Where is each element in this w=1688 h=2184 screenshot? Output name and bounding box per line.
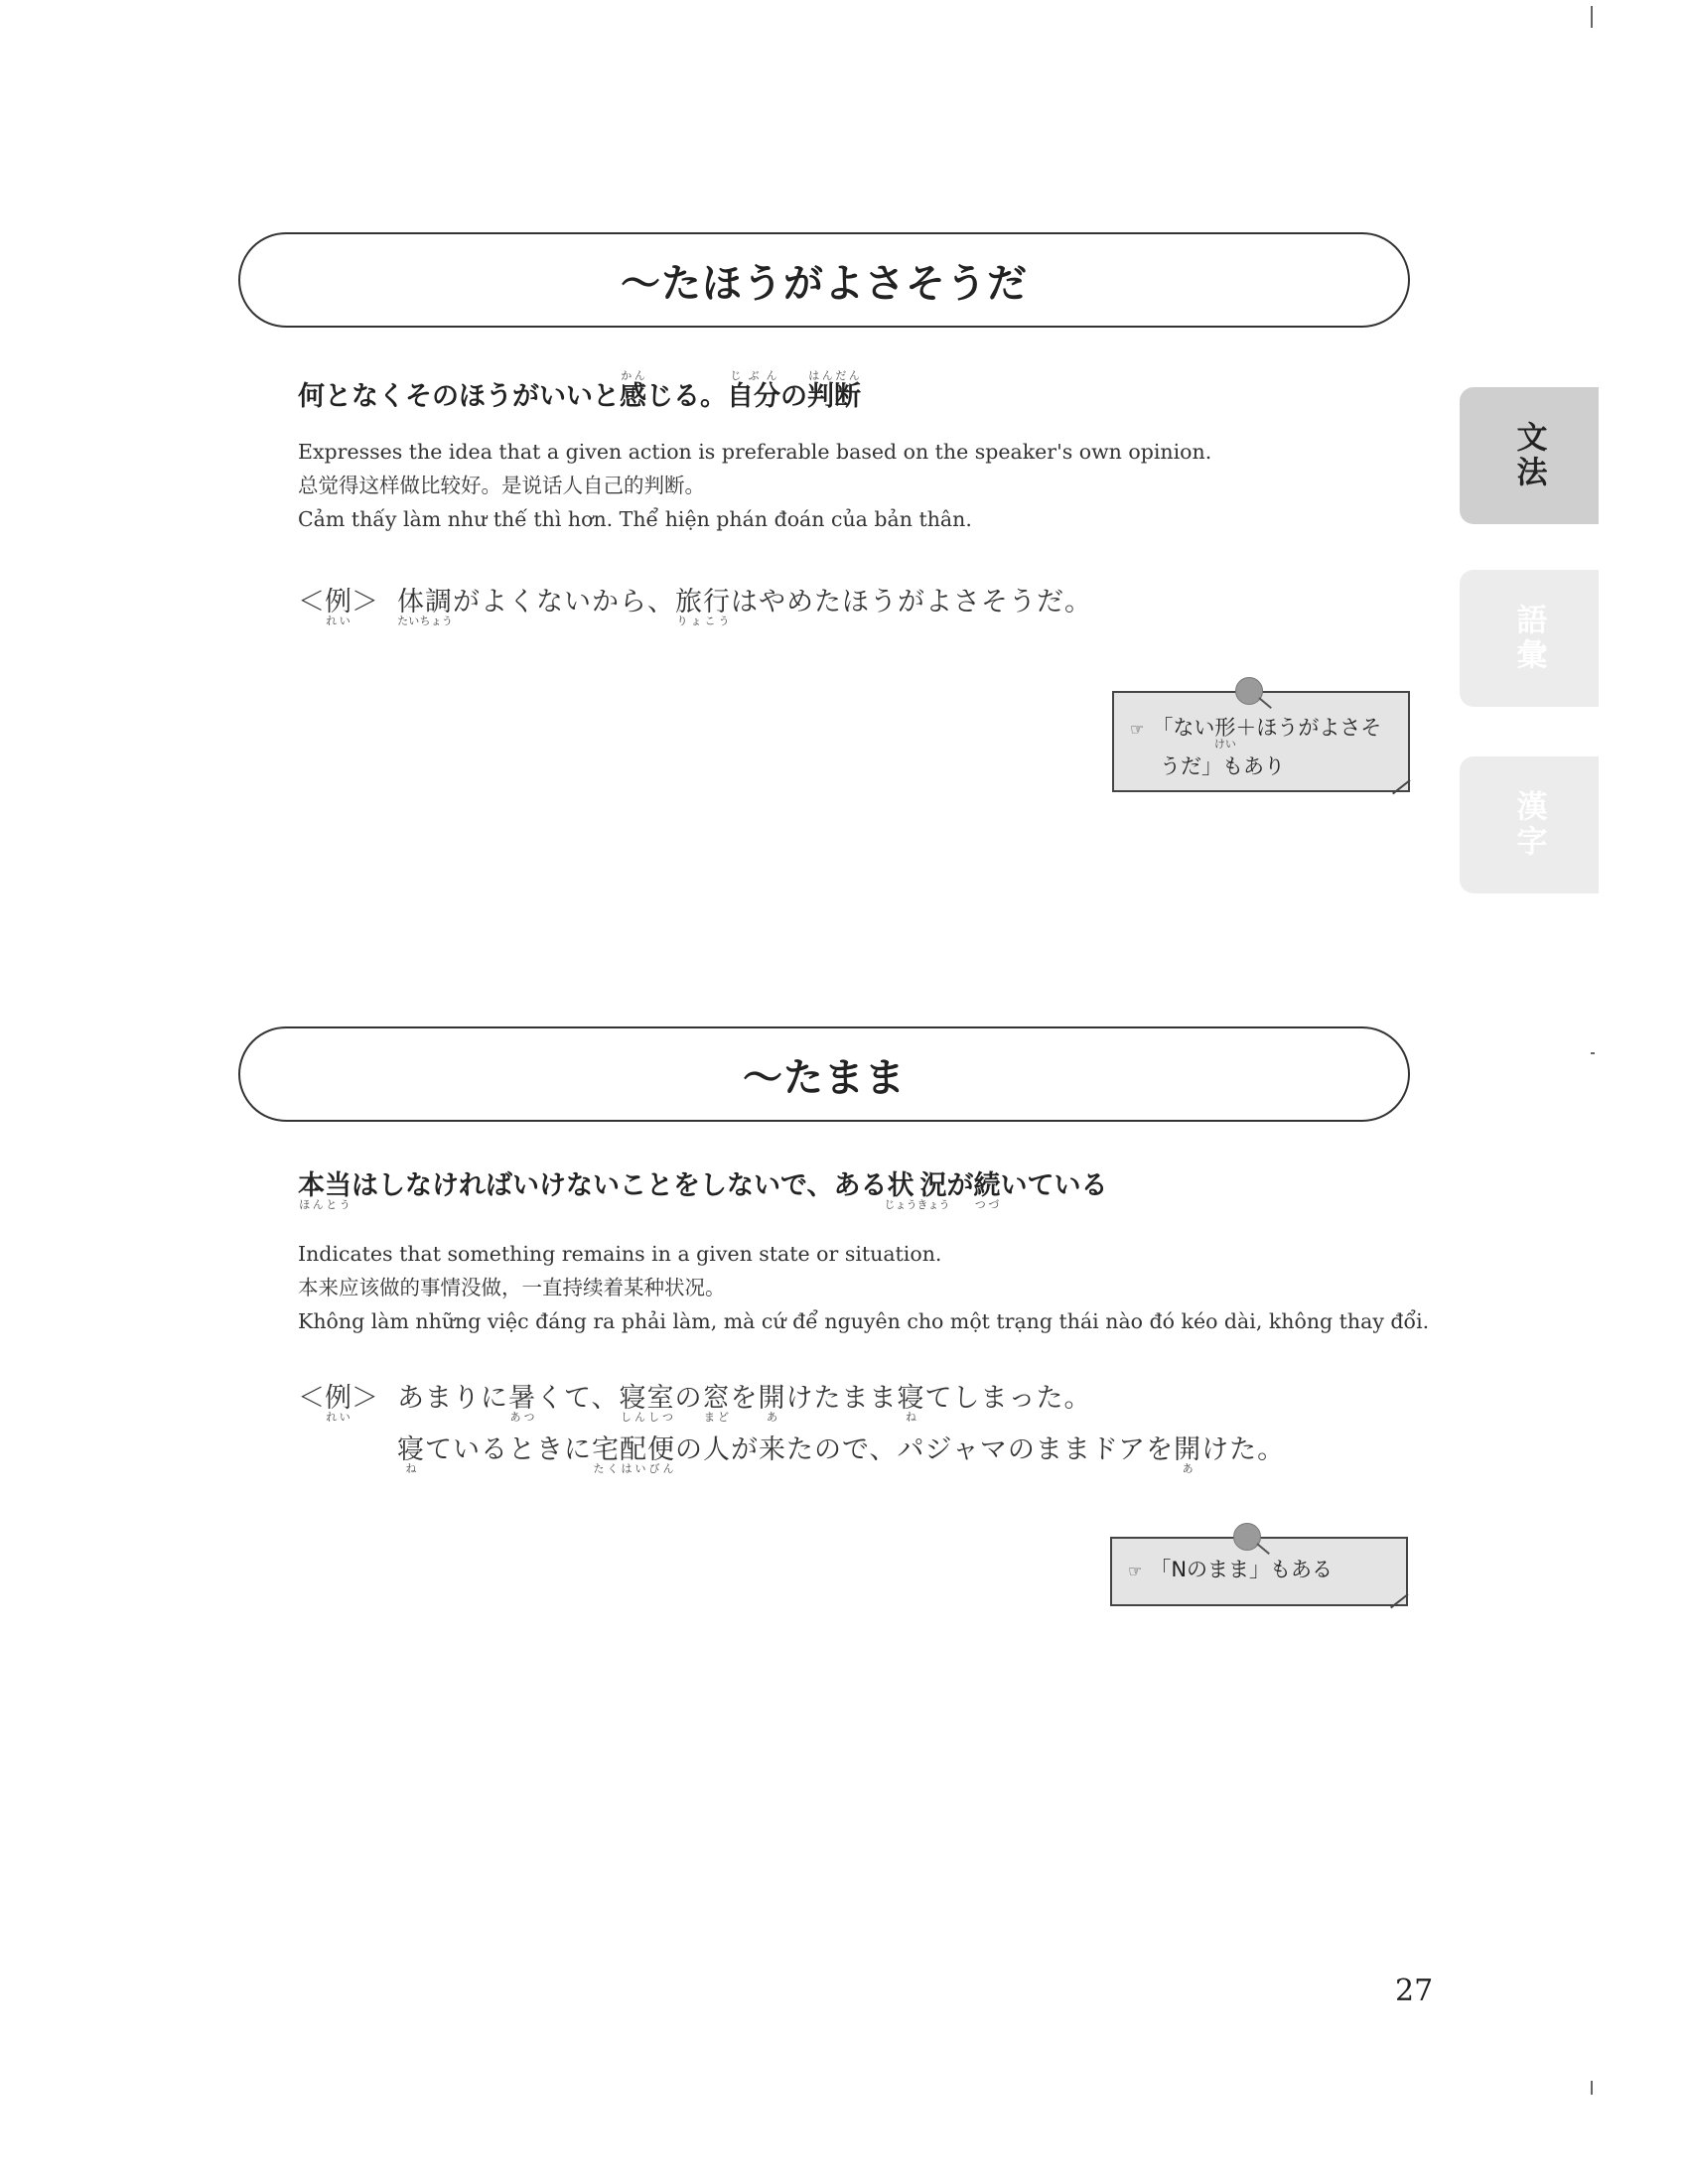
furigana-word: 開あ (1174, 1434, 1202, 1475)
furigana-word: 例れい (325, 587, 352, 627)
section1-example-label: ＜例れい＞ (298, 587, 378, 627)
pushpin-needle (1258, 697, 1272, 709)
furigana-word: 窓まど (702, 1383, 731, 1424)
section2-heading-text: 本当ほんとうはしなければいけないことをしないで、ある状況じょうきょうが続つづいている (298, 1170, 1108, 1211)
section1-chinese: 总觉得这样做比较好。是说话人自己的判断。 (298, 474, 705, 497)
section2-title-text: ～たまま (743, 1054, 906, 1101)
section1-example (298, 580, 1092, 631)
section2-example-label: ＜例れい＞ (298, 1383, 378, 1424)
section1-example-row (298, 580, 1092, 631)
section2-example-line-2: 寝ねているときに宅配便たくはいびんの人が来たので、パジャマのままドアを開あけた。 (397, 1434, 1286, 1475)
side-tab-vocabulary-label: 語彙 (1510, 604, 1547, 673)
side-tab-grammar[interactable] (1460, 387, 1599, 524)
section2-english: Indicates that something remains in a given state or situation. (298, 1242, 942, 1266)
furigana-word: 寝室しんしつ (619, 1383, 675, 1424)
side-tab-kanji-label: 漢字 (1510, 790, 1547, 860)
section2-example-row-2 (298, 1428, 1285, 1479)
furigana-reading: しんしつ (619, 1411, 675, 1424)
side-tab-kanji[interactable] (1460, 756, 1599, 893)
pointing-hand-icon: ☞ (1128, 1562, 1143, 1580)
furigana-word: 旅行りょこう (675, 587, 731, 627)
furigana-reading: ね (897, 1411, 925, 1424)
furigana-word: 続つづ (973, 1170, 1001, 1211)
section2-heading (298, 1163, 1107, 1210)
section2-note-line-1 (1128, 1553, 1390, 1588)
section1-heading (298, 369, 861, 413)
furigana-reading: れい (325, 614, 352, 627)
section2-note-line-1-text: 「Nのまま」もある (1150, 1558, 1334, 1581)
pushpin-icon (1233, 1523, 1261, 1551)
pointing-hand-icon: ☞ (1130, 720, 1145, 739)
page-curl (1392, 779, 1411, 794)
page-curl (1390, 1593, 1409, 1608)
furigana-word: 宅配便たくはいびん (592, 1434, 675, 1475)
section1-note-line-1-text: 「ない形けい＋ほうがよさそ (1152, 716, 1382, 751)
furigana-reading: はんだん (807, 369, 861, 382)
furigana-reading: かん (620, 369, 646, 382)
furigana-reading: たくはいびん (592, 1462, 675, 1475)
furigana-reading: あ (758, 1411, 786, 1424)
page-number: 27 (1395, 1974, 1434, 2008)
section1-english: Expresses the idea that a given action is preferable based on the speaker's own opinion. (298, 440, 1212, 464)
furigana-reading: あつ (508, 1411, 536, 1424)
section1-example-line-1: 体調たいちょうがよくないから、旅行りょこうはやめたほうがよさそうだ。 (397, 587, 1092, 627)
section1-title (238, 232, 1410, 328)
furigana-word: 感かん (620, 369, 646, 412)
section1-note-line-1 (1130, 711, 1392, 750)
section2-chinese: 本来应该做的事情没做，一直持续着某种状况。 (298, 1276, 726, 1299)
section1-description (298, 435, 1440, 536)
section2-title (238, 1026, 1410, 1122)
furigana-word: 寝ね (397, 1434, 425, 1475)
furigana-word: 本当ほんとう (298, 1170, 352, 1211)
furigana-word: 例れい (325, 1383, 352, 1424)
furigana-word: 形けい (1213, 716, 1236, 751)
furigana-reading: じょうきょう (884, 1198, 950, 1211)
furigana-reading: つづ (973, 1198, 1001, 1211)
furigana-word: 状況じょうきょう (884, 1170, 950, 1211)
section2-example (298, 1376, 1285, 1479)
section1-vietnamese: Cảm thấy làm như thế thì hơn. Thể hiện phán đoán của bản thân. (298, 507, 972, 531)
section2-description (298, 1237, 1440, 1338)
furigana-word: 開あ (758, 1383, 786, 1424)
crop-mark-top (1591, 6, 1593, 28)
furigana-reading: れい (325, 1411, 352, 1424)
crop-mark-bottom (1591, 2081, 1593, 2095)
section1-note-line-2 (1130, 750, 1392, 783)
pushpin-icon (1235, 677, 1263, 705)
furigana-word: 体調たいちょう (397, 587, 453, 627)
section1-heading-text: 何となくそのほうがいいと感かんじる。自分じぶんの判断はんだん (298, 369, 861, 412)
section1-note-card (1112, 691, 1410, 792)
section1-note-line-2-text: うだ」もあり (1160, 754, 1285, 778)
furigana-reading: あ (1174, 1462, 1202, 1475)
furigana-reading: けい (1213, 738, 1236, 751)
furigana-reading: じぶん (727, 369, 780, 382)
side-tab-vocabulary[interactable] (1460, 570, 1599, 707)
section1-title-text: ～たほうがよさそうだ (621, 260, 1028, 307)
furigana-word: 判断はんだん (807, 369, 861, 412)
furigana-word: 自分じぶん (727, 369, 780, 412)
crop-mark-middle (1591, 1052, 1595, 1054)
section2-example-row-1 (298, 1376, 1285, 1428)
section2-vietnamese: Không làm những việc đáng ra phải làm, mà cứ để nguyên cho một trạng thái nào đó kéo dài, không thay đổi. (298, 1309, 1430, 1333)
furigana-word: 暑あつ (508, 1383, 536, 1424)
furigana-reading: たいちょう (397, 614, 453, 627)
side-tab-grammar-label: 文法 (1510, 421, 1547, 490)
furigana-reading: りょこう (675, 614, 731, 627)
section2-note-card (1110, 1537, 1408, 1606)
section2-example-line-1: あまりに暑あつくて、寝室しんしつの窓まどを開あけたまま寝ねてしまった。 (397, 1383, 1092, 1424)
furigana-reading: まど (702, 1411, 731, 1424)
furigana-reading: ほんとう (298, 1198, 352, 1211)
furigana-word: 寝ね (897, 1383, 925, 1424)
furigana-reading: ね (397, 1462, 425, 1475)
